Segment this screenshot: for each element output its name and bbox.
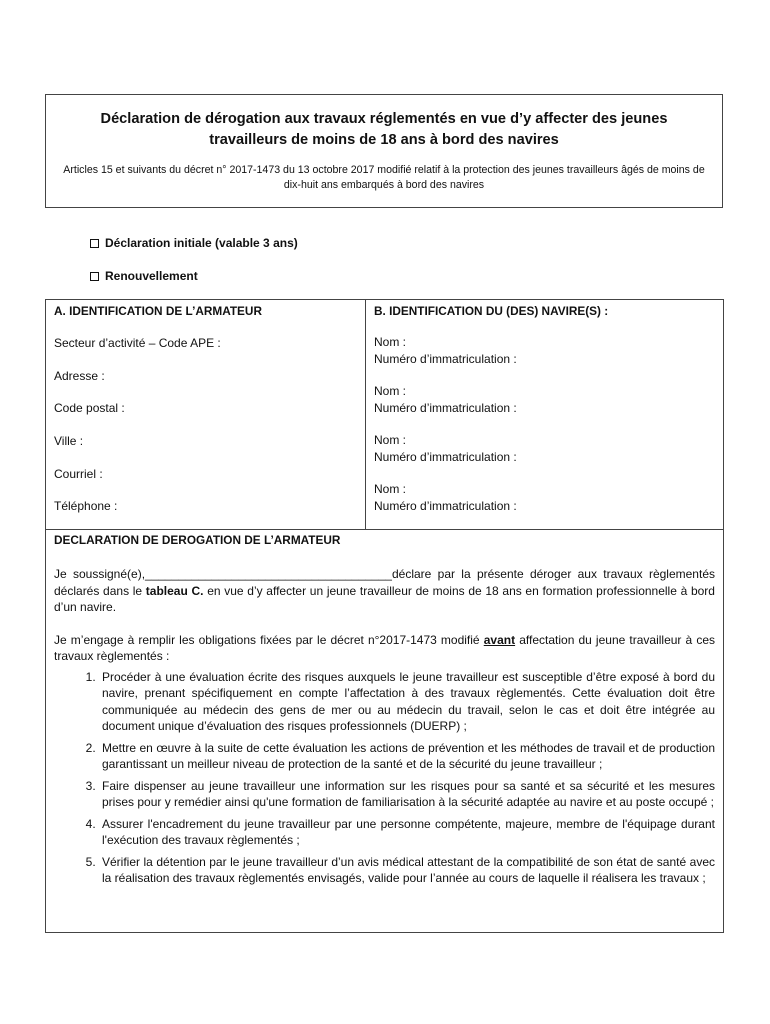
title-box xyxy=(45,94,723,208)
checkbox-initial[interactable] xyxy=(90,239,99,248)
option-renewal-label: Renouvellement xyxy=(105,269,198,283)
ship-registration-field[interactable]: Numéro d’immatriculation : xyxy=(374,449,517,464)
identification-row xyxy=(46,300,723,530)
ship-entry-4[interactable] xyxy=(374,481,517,514)
ship-registration-field[interactable]: Numéro d’immatriculation : xyxy=(374,498,517,513)
obligation-item: 3. Faire dispenser au jeune travailleur une information sur les risques pour sa santé et sa sécurité et les mesures prises pour y remédier ainsi qu'une formation de familiarisation à la sécurité adaptée au navire et au poste occupé ; xyxy=(99,778,715,811)
declaration-p1-table-ref: tableau C. xyxy=(145,583,204,598)
ship-name-field[interactable]: Nom : xyxy=(374,482,407,496)
document-title: Déclaration de dérogation aux travaux réglementés en vue d’y affecter des jeunes travailleurs de moins de 18 ans à bord des navires xyxy=(100,111,668,148)
declaration-heading: DECLARATION DE DEROGATION DE L’ARMATEUR xyxy=(54,533,341,547)
declaration-p2-start: Je m’engage à remplir les obligations fixées par le décret n°2017-1473 modifié xyxy=(54,632,484,647)
field-phone[interactable]: Téléphone : xyxy=(54,499,118,513)
declaration-p1-mid: déclare par la présente déroger aux travaux règlementés déclarés dans le xyxy=(54,567,715,598)
obligations-list xyxy=(54,669,715,887)
ship-name-field[interactable]: Nom : xyxy=(374,335,407,349)
declaration-paragraph-1 xyxy=(54,566,715,616)
field-sector-ape[interactable]: Secteur d’activité – Code APE : xyxy=(54,336,221,350)
obligation-item: 2. Mettre en œuvre à la suite de cette évaluation les actions de prévention et les méthodes de travail et de production garantissant un meilleur niveau de protection de la santé et de la sécurité du jeune travailleur ; xyxy=(99,740,715,773)
section-b-heading: B. IDENTIFICATION DU (DES) NAVIRE(S) : xyxy=(374,304,609,318)
declaration-p1-start: Je soussigné(e), xyxy=(54,567,146,581)
field-postal-code[interactable]: Code postal : xyxy=(54,401,125,415)
ship-registration-field[interactable]: Numéro d’immatriculation : xyxy=(374,351,517,366)
declaration-section xyxy=(46,530,723,932)
document-subtitle: Articles 15 et suivants du décret n° 2017-1473 du 13 octobre 2017 modifié relatif à la protection des jeunes travailleurs âgés de moins de dix-huit ans embarqués à bord des navires xyxy=(63,164,705,191)
option-initial-label: Déclaration initiale (valable 3 ans) xyxy=(105,236,298,250)
declaration-p2-end: affectation du jeune travailleur à ces travaux règlementés : xyxy=(54,632,716,663)
ship-entry-1[interactable] xyxy=(374,334,517,367)
obligation-item: 4. Assurer l'encadrement du jeune travailleur par une personne compétente, majeure, membre de l'équipage durant l'exécution des travaux règlementés ; xyxy=(99,816,715,849)
ship-registration-field[interactable]: Numéro d’immatriculation : xyxy=(374,400,517,415)
ship-entry-2[interactable] xyxy=(374,383,517,416)
declaration-p1-end: en vue d’y affecter un jeune travailleur de moins de 18 ans en formation professionnelle à bord d’un navire. xyxy=(54,583,715,614)
ship-name-field[interactable]: Nom : xyxy=(374,384,407,398)
declaration-paragraph-2 xyxy=(54,632,715,665)
ship-entry-3[interactable] xyxy=(374,432,517,465)
section-b-ships xyxy=(366,300,723,529)
section-a-shipowner xyxy=(46,300,366,529)
obligation-item: 5. Vérifier la détention par le jeune travailleur d’un avis médical attestant de la compatibilité de son état de santé avec la réalisation des travaux règlementés envisagés, valide pour l’année au cours de laquelle il réalisera les travaux ; xyxy=(99,854,715,887)
signatory-name-blank[interactable]: _____________________________________ xyxy=(145,567,392,581)
option-renewal[interactable] xyxy=(90,269,198,283)
option-initial[interactable] xyxy=(90,236,298,250)
declaration-p2-emphasis: avant xyxy=(483,632,516,647)
field-city[interactable]: Ville : xyxy=(54,434,84,448)
section-a-heading: A. IDENTIFICATION DE L’ARMATEUR xyxy=(54,304,262,318)
ship-name-field[interactable]: Nom : xyxy=(374,433,407,447)
obligation-item: 1. Procéder à une évaluation écrite des risques auxquels le jeune travailleur est susceptible d’être exposé à bord du navire, prenant spécifiquement en compte l’affectation à des travaux règlementés. Cette évaluation doit être communiquée au médecin des gens de mer ou au médecin du travail, selon le cas et doit être intégrée au document unique d’évaluation des risques professionnels (DUERP) ; xyxy=(99,669,715,735)
field-email[interactable]: Courriel : xyxy=(54,467,103,481)
checkbox-renewal[interactable] xyxy=(90,272,99,281)
declaration-form-table xyxy=(45,299,724,933)
field-address[interactable]: Adresse : xyxy=(54,369,105,383)
